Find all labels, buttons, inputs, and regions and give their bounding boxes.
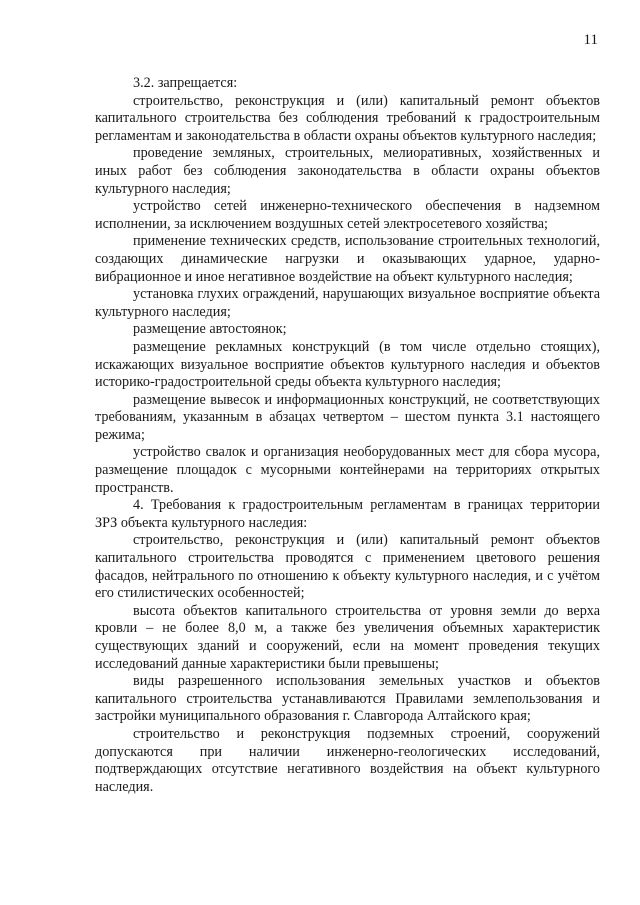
paragraph: размещение рекламных конструкций (в том числе отдельно стоящих), искажающих визуальное восприятие объектов культурного наследия и объектов историко-градостроительной среды объекта культурного наследия; [95,338,600,391]
paragraph: применение технических средств, использование строительных технологий, создающих динамические нагрузки и оказывающих ударное, ударно-вибрационное и иное негативное воздействие на объект культурного наследия; [95,233,600,285]
document-body [95,75,600,796]
paragraph: строительство, реконструкция и (или) капитальный ремонт объектов капитального строительства проводятся с применением цветового решения фасадов, нейтрального по отношению к объекту культурного наследия, и с учётом его стилистических особенностей; [95,532,600,602]
paragraph: строительство и реконструкция подземных строений, сооружений допускаются при наличии инженерно-геологических исследований, подтверждающих отсутствие негативного воздействия на объект культурного наследия. [95,725,600,795]
paragraph-3-2-heading: 3.2. запрещается: [133,75,238,91]
paragraph: проведение земляных, строительных, мелиоративных, хозяйственных и иных работ без соблюдения законодательства в области охраны объектов культурного наследия; [95,145,600,197]
paragraph: размещение автостоянок; [133,321,287,338]
paragraph: устройство свалок и организация необорудованных мест для сбора мусора, размещение площадок с мусорными контейнерами на территориях открытых пространств. [95,444,600,496]
section-4-heading: 4. Требования к градостроительным регламентам в границах территории ЗРЗ объекта культурного наследия: [95,497,600,531]
paragraph: размещение вывесок и информационных конструкций, не соответствующих требованиям, указанным в абзацах четвертом – шестом пункта 3.1 настоящего режима; [95,391,600,443]
paragraph: установка глухих ограждений, нарушающих визуальное восприятие объекта культурного наследия; [95,286,600,320]
paragraph: строительство, реконструкция и (или) капитальный ремонт объектов капитального строительства без соблюдения требований к градостроительным регламентам и законодательства в области охраны объектов культурного наследия; [95,92,600,144]
paragraph: виды разрешенного использования земельных участков и объектов капитального строительства устанавливаются Правилами землепользования и застройки муниципального образования г. Славгорода Алтайского края; [95,673,600,725]
paragraph: устройство сетей инженерно-технического обеспечения в надземном исполнении, за исключением воздушных сетей электросетевого хозяйства; [95,198,600,232]
page-number: 11 [583,32,598,48]
paragraph: высота объектов капитального строительства от уровня земли до верха кровли – не более 8,0 м, а также без увеличения объемных характеристик существующих зданий и сооружений, если на момент проведения текущих исследований данные характеристики были превышены; [95,602,600,672]
